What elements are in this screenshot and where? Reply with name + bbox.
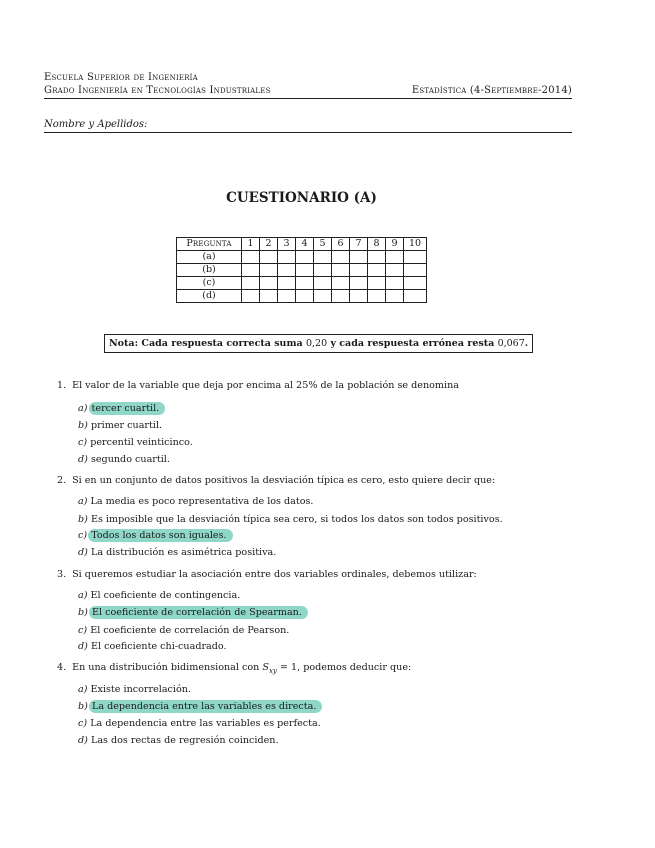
option-letter: b) (78, 701, 88, 712)
question-number: 3. (57, 569, 67, 580)
option-4c[interactable] (78, 718, 321, 730)
answer-cell[interactable] (314, 264, 332, 277)
option-letter: c) (78, 530, 88, 541)
question-text: El valor de la variable que deja por encima al 25% de la población se denomina (72, 380, 459, 391)
question-text: En una distribución bidimensional con (72, 662, 263, 673)
answer-cell[interactable] (386, 264, 404, 277)
row-label: (b) (177, 264, 242, 277)
answer-cell[interactable] (242, 264, 260, 277)
option-4a[interactable] (78, 684, 191, 696)
column-header: 10 (404, 238, 427, 251)
option-text: La media es poco representativa de los datos. (90, 496, 314, 507)
option-3a[interactable] (78, 590, 240, 602)
answer-cell[interactable] (314, 290, 332, 303)
degree-name: Grado Ingeniería en Tecnologías Industriales (44, 85, 271, 96)
option-3b[interactable] (78, 607, 308, 619)
column-header: 6 (332, 238, 350, 251)
answer-row-b (177, 264, 427, 277)
option-text: La dependencia entre las variables es perfecta. (90, 718, 321, 729)
answer-cell[interactable] (296, 277, 314, 290)
column-header: 5 (314, 238, 332, 251)
row-label: (a) (177, 251, 242, 264)
option-1d[interactable] (78, 454, 170, 466)
answer-cell[interactable] (350, 251, 368, 264)
option-text-highlighted: Todos los datos son iguales. (88, 529, 232, 542)
question-1 (57, 380, 459, 392)
option-text-highlighted: El coeficiente de correlación de Spearman. (89, 606, 308, 619)
question-number: 4. (57, 662, 67, 673)
answer-cell[interactable] (404, 251, 427, 264)
question-text: Si en un conjunto de datos positivos la desviación típica es cero, esto quiere decir que: (72, 475, 496, 486)
name-rule[interactable] (44, 132, 572, 133)
option-4b[interactable] (78, 701, 322, 713)
option-2b[interactable] (78, 514, 503, 526)
option-letter: d) (78, 735, 88, 746)
answer-row-c (177, 277, 427, 290)
column-header: 3 (278, 238, 296, 251)
question-text-end: , podemos deducir que: (297, 662, 412, 673)
math-symbol: S (262, 662, 269, 673)
option-1b[interactable] (78, 420, 162, 432)
option-2d[interactable] (78, 547, 276, 559)
answer-cell[interactable] (350, 264, 368, 277)
option-1c[interactable] (78, 437, 193, 449)
option-2c[interactable] (78, 530, 233, 542)
question-number: 2. (57, 475, 67, 486)
option-text: La distribución es asimétrica positiva. (90, 547, 277, 558)
answer-cell[interactable] (296, 264, 314, 277)
answer-cell[interactable] (386, 290, 404, 303)
option-letter: d) (78, 547, 88, 558)
question-header: Pregunta (177, 238, 242, 251)
option-text: segundo cuartil. (90, 454, 170, 465)
answer-cell[interactable] (260, 290, 278, 303)
option-text: El coeficiente de correlación de Pearson. (90, 625, 290, 636)
name-label: Nombre y Apellidos: (44, 119, 148, 130)
answer-cell[interactable] (332, 277, 350, 290)
option-letter: a) (78, 684, 88, 695)
option-letter: d) (78, 641, 88, 652)
option-letter: a) (78, 403, 88, 414)
question-text: Si queremos estudiar la asociación entre dos variables ordinales, debemos utilizar: (72, 569, 477, 580)
answer-cell[interactable] (242, 277, 260, 290)
option-letter: d) (78, 454, 88, 465)
option-letter: b) (78, 420, 88, 431)
question-number: 1. (57, 380, 67, 391)
note-plus-value: 0,20 (305, 338, 328, 349)
note-minus-value: 0,067 (497, 338, 525, 349)
answer-cell[interactable] (332, 251, 350, 264)
option-3c[interactable] (78, 625, 289, 637)
option-1a[interactable] (78, 403, 165, 415)
answer-cell[interactable] (278, 277, 296, 290)
option-letter: b) (78, 514, 88, 525)
row-label: (d) (177, 290, 242, 303)
answer-cell[interactable] (350, 277, 368, 290)
note-prefix: Nota: Cada respuesta correcta suma (109, 338, 306, 349)
answer-cell[interactable] (386, 251, 404, 264)
note-middle: y cada respuesta errónea resta (327, 338, 498, 349)
answer-cell[interactable] (368, 264, 386, 277)
answer-row-a (177, 251, 427, 264)
answer-cell[interactable] (332, 290, 350, 303)
answer-cell[interactable] (404, 290, 427, 303)
row-label: (c) (177, 277, 242, 290)
answer-cell[interactable] (260, 264, 278, 277)
answer-cell[interactable] (242, 290, 260, 303)
column-header: 8 (368, 238, 386, 251)
option-text: primer cuartil. (90, 420, 163, 431)
answer-row-d (177, 290, 427, 303)
scoring-note (104, 334, 533, 353)
option-text: percentil veinticinco. (90, 437, 193, 448)
course-info: Estadística (4-Septiembre-2014) (411, 85, 572, 96)
option-text: Las dos rectas de regresión coinciden. (90, 735, 279, 746)
answer-cell[interactable] (314, 277, 332, 290)
option-text: Es imposible que la desviación típica sea cero, si todos los datos son todos positivos. (90, 514, 503, 525)
answer-cell[interactable] (296, 251, 314, 264)
answer-cell[interactable] (278, 290, 296, 303)
option-text: Existe incorrelación. (90, 684, 191, 695)
column-header: 4 (296, 238, 314, 251)
option-2a[interactable] (78, 496, 313, 508)
answer-cell[interactable] (350, 290, 368, 303)
answer-cell[interactable] (368, 290, 386, 303)
option-letter: a) (78, 496, 88, 507)
page-title: CUESTIONARIO (A) (226, 190, 377, 206)
answer-cell[interactable] (296, 290, 314, 303)
answer-cell[interactable] (368, 277, 386, 290)
option-letter: c) (78, 718, 88, 729)
answer-cell[interactable] (314, 251, 332, 264)
math-subscript: xy (268, 666, 277, 675)
school-name: Escuela Superior de Ingeniería (44, 72, 198, 83)
note-suffix: . (524, 338, 529, 349)
option-text-highlighted: tercer cuartil. (89, 402, 166, 415)
question-4 (57, 662, 411, 677)
header-rule (44, 98, 572, 99)
option-text: El coeficiente chi-cuadrado. (90, 641, 227, 652)
column-header: 9 (386, 238, 404, 251)
answer-table-header (177, 238, 427, 251)
column-header: 2 (260, 238, 278, 251)
header-line-2 (44, 85, 572, 97)
option-letter: b) (78, 607, 88, 618)
answer-cell[interactable] (368, 251, 386, 264)
answer-cell[interactable] (242, 251, 260, 264)
option-text-highlighted: La dependencia entre las variables es directa. (89, 700, 322, 713)
answer-table (176, 237, 427, 303)
option-4d[interactable] (78, 735, 279, 747)
math-equals: = 1 (276, 662, 298, 673)
answer-cell[interactable] (278, 251, 296, 264)
answer-cell[interactable] (404, 264, 427, 277)
answer-cell[interactable] (386, 277, 404, 290)
answer-cell[interactable] (260, 277, 278, 290)
option-text: El coeficiente de contingencia. (90, 590, 241, 601)
answer-cell[interactable] (278, 264, 296, 277)
option-3d[interactable] (78, 641, 227, 653)
answer-cell[interactable] (332, 264, 350, 277)
question-2 (57, 475, 495, 487)
column-header: 7 (350, 238, 368, 251)
column-header: 1 (242, 238, 260, 251)
option-letter: a) (78, 590, 88, 601)
option-letter: c) (78, 437, 88, 448)
question-3 (57, 569, 477, 581)
answer-cell[interactable] (260, 251, 278, 264)
option-letter: c) (78, 625, 88, 636)
answer-cell[interactable] (404, 277, 427, 290)
